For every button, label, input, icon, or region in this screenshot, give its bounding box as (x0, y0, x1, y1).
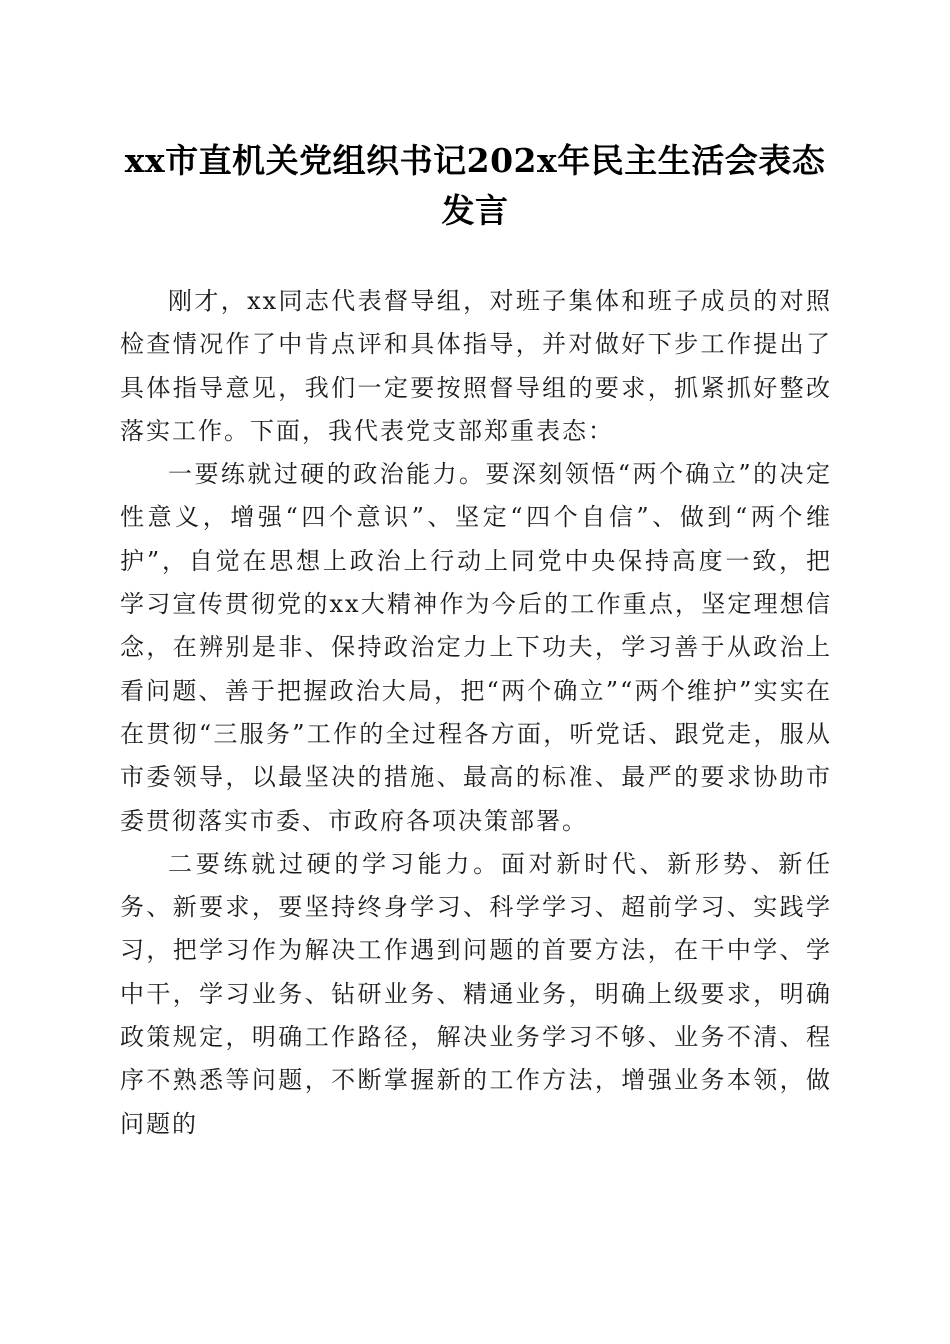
document-body (120, 280, 832, 1146)
document-title: xx市直机关党组织书记202x年民主生活会表态发言 (124, 141, 826, 230)
paragraph-opening: 刚才，xx同志代表督导组，对班子集体和班子成员的对照检查情况作了中肯点评和具体指导，并对做好下步工作提出了具体指导意见，我们一定要按照督导组的要求，抓紧抓好整改落实工作。下面，我代表党支部郑重表态： (120, 287, 832, 445)
paragraph-political-ability: 一要练就过硬的政治能力。要深刻领悟“两个确立”的决定性意义，增强“四个意识”、坚定“四个自信”、做到“两个维护”，自觉在思想上政治上行动上同党中央保持高度一致，把学习宣传贯彻党的xx大精神作为今后的工作重点，坚定理想信念，在辨别是非、保持政治定力上下功夫，学习善于从政治上看问题、善于把握政治大局，把“两个确立”“两个维护”实实在在贯彻“三服务”工作的全过程各方面，听党话、跟党走，服从市委领导，以最坚决的措施、最高的标准、最严的要求协助市委贯彻落实市委、市政府各项决策部署。 (120, 460, 832, 835)
paragraph-learning-ability: 二要练就过硬的学习能力。面对新时代、新形势、新任务、新要求，要坚持终身学习、科学学习、超前学习、实践学习，把学习作为解决工作遇到问题的首要方法，在干中学、学中干，学习业务、钻研业务、精通业务，明确上级要求，明确政策规定，明确工作路径，解决业务学习不够、业务不清、程序不熟悉等问题，不断掌握新的工作方法，增强业务本领，做问题的 (120, 849, 832, 1138)
